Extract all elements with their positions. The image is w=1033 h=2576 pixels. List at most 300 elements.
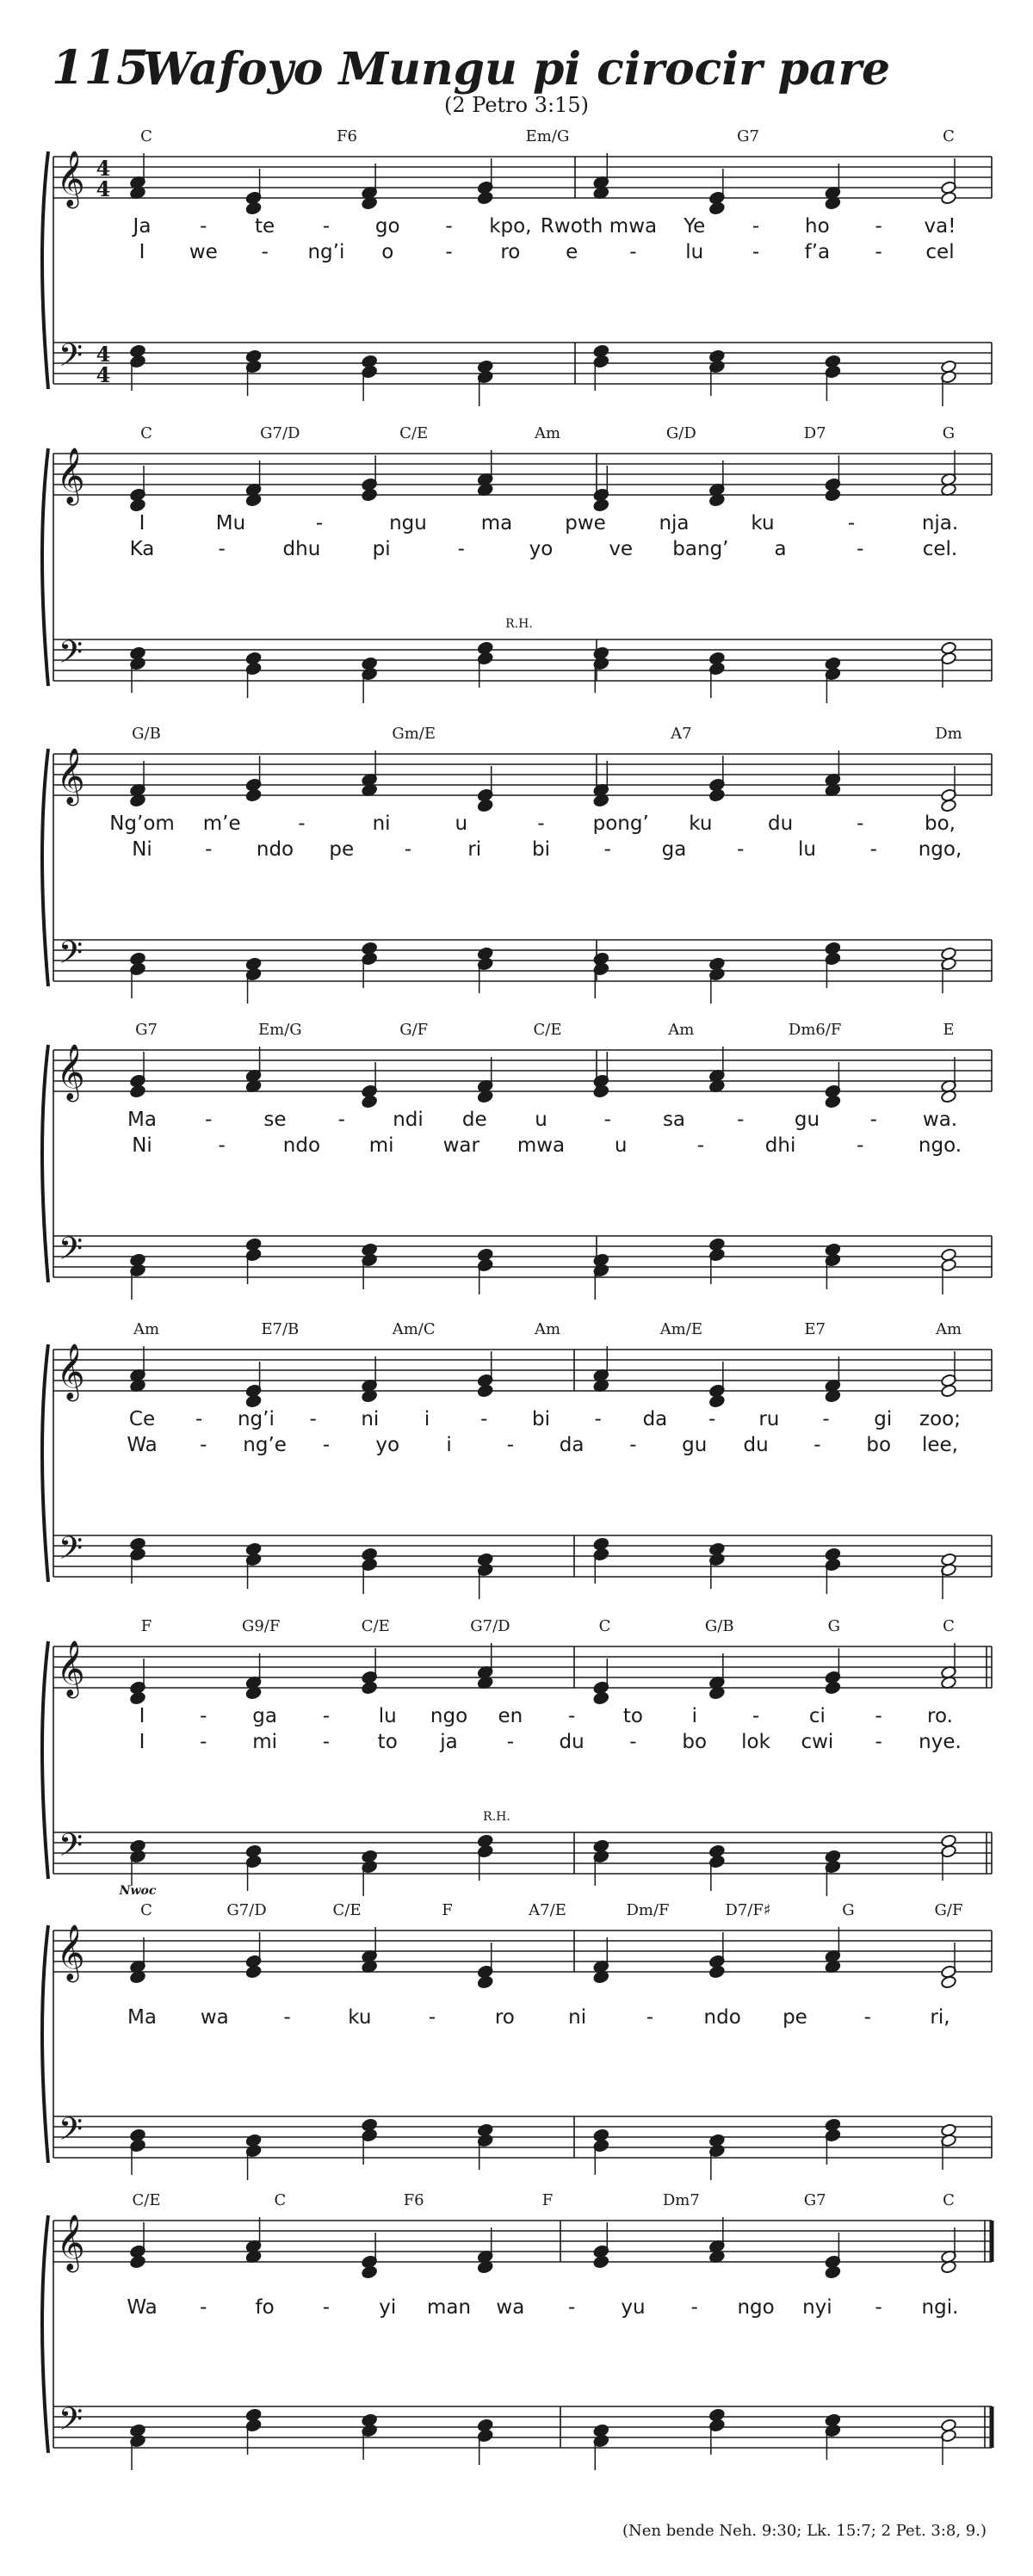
notehead	[593, 498, 609, 512]
verse1-syllable: -	[428, 2006, 436, 2029]
verse2-syllable: -	[261, 241, 269, 263]
verse1-syllable: i	[691, 1705, 697, 1727]
system-brace	[42, 2215, 48, 2453]
verse1-syllable: en	[498, 1705, 523, 1727]
verse1-syllable: man	[426, 2296, 472, 2319]
verse1-syllable: ngu	[389, 512, 427, 534]
chord-symbol: G/D	[665, 424, 696, 442]
verse1-syllable: -	[298, 812, 306, 835]
chord-symbol: G/B	[132, 725, 161, 743]
verse1-syllable: -	[869, 1109, 877, 1131]
chord-symbol: Dm/F	[626, 1901, 670, 1919]
verse2-syllable: ngo,	[918, 838, 962, 861]
verse2-syllable: u	[614, 1134, 628, 1157]
verse2-syllable: ro	[500, 241, 521, 263]
verse1-syllable: ga	[252, 1705, 277, 1727]
chord-symbol: C	[943, 2191, 955, 2209]
notehead	[362, 1095, 378, 1109]
verse2-syllable: -	[506, 1731, 515, 1753]
verse1-syllable: se	[263, 1109, 287, 1131]
verse2-syllable: -	[457, 538, 465, 560]
verse2-syllable: ndo	[256, 838, 294, 861]
verse2-syllable: bo	[682, 1731, 708, 1753]
system-brace	[42, 151, 48, 389]
verse2-syllable: cwi	[801, 1731, 834, 1753]
bass-clef-icon: 𝄢	[58, 1530, 84, 1574]
verse1-syllable: -	[283, 2006, 291, 2029]
verse1-syllable: da	[642, 1408, 668, 1430]
verse1-syllable: ngo	[430, 1705, 468, 1727]
verse1-syllable: yi	[379, 2296, 397, 2319]
verse2-syllable: mi	[368, 1134, 394, 1157]
verse1-syllable: -	[337, 1109, 345, 1131]
verse2-syllable: -	[205, 838, 213, 861]
verse1-syllable: -	[315, 512, 324, 534]
treble-clef-icon: 𝄞	[56, 1640, 85, 1696]
verse2-syllable: -	[752, 241, 760, 263]
verse1-syllable: I	[139, 512, 145, 534]
chord-symbol: C	[943, 127, 955, 145]
time-signature-numerator: 4	[96, 156, 111, 181]
notehead	[825, 2265, 841, 2279]
verse2-syllable: Ka	[129, 538, 155, 560]
verse2-syllable: -	[857, 1134, 864, 1157]
time-signature-denominator: 4	[96, 176, 111, 201]
verse2-syllable: yo	[529, 538, 554, 560]
chord-symbol: F	[140, 1617, 152, 1635]
system-brace	[42, 1344, 48, 1582]
verse1-syllable: gi	[874, 1408, 893, 1430]
right-hand-marking: R.H.	[483, 1810, 510, 1824]
verse1-syllable: -	[594, 1408, 602, 1430]
verse1-syllable: Ma	[127, 2006, 157, 2029]
verse2-syllable: -	[322, 1434, 331, 1456]
system-brace	[42, 1641, 48, 1879]
notehead	[130, 1084, 146, 1098]
time-signature-numerator: 4	[96, 342, 111, 367]
verse1-syllable: nyi	[802, 2296, 832, 2319]
chord-symbol: Am/E	[659, 1320, 702, 1338]
verse2-syllable: I	[139, 1731, 145, 1753]
verse1-syllable: ni	[568, 2006, 587, 2029]
verse2-syllable: mwa	[516, 1134, 566, 1157]
verse2-syllable: -	[404, 838, 412, 861]
verse1-syllable: ni	[361, 1408, 380, 1430]
verse2-syllable: ga	[661, 838, 687, 861]
time-signature-denominator: 4	[96, 362, 111, 387]
verse1-syllable: va!	[924, 215, 956, 238]
chord-symbol: Am	[668, 1021, 695, 1039]
verse2-syllable: du	[559, 1731, 585, 1753]
verse2-syllable: gu	[682, 1434, 708, 1456]
verse2-syllable: ri	[467, 838, 482, 861]
verse1-syllable: -	[537, 812, 545, 835]
notehead	[708, 1965, 725, 1979]
notehead	[362, 488, 378, 502]
verse2-syllable: -	[218, 538, 226, 560]
notehead	[941, 799, 957, 812]
verse1-syllable: Mu	[215, 512, 246, 534]
chord-symbol: C	[598, 1617, 611, 1635]
verse2-syllable: Ni	[132, 838, 152, 861]
verse2-syllable: -	[737, 838, 745, 861]
notehead	[362, 2265, 378, 2279]
verse2-syllable: -	[200, 1731, 207, 1753]
chord-symbol: G/B	[704, 1617, 734, 1635]
verse1-syllable: gu	[794, 1109, 820, 1131]
verse1-syllable: wa	[496, 2296, 525, 2319]
notehead	[477, 1384, 493, 1398]
verse2-syllable: lu	[685, 241, 704, 263]
notehead	[130, 2255, 146, 2269]
verse1-syllable: u	[455, 812, 468, 835]
chord-symbol: E	[943, 1021, 955, 1039]
verse1-syllable: pe	[782, 2006, 807, 2029]
verse1-syllable: -	[200, 1705, 207, 1727]
verse1-syllable: -	[200, 2296, 207, 2319]
verse2-syllable: we	[189, 241, 218, 263]
notehead	[477, 799, 493, 812]
verse2-syllable: to	[377, 1731, 398, 1753]
verse1-syllable: mwa	[609, 215, 658, 238]
system-brace	[42, 1925, 48, 2163]
chord-symbol: C/E	[533, 1021, 562, 1039]
verse2-syllable: dhu	[282, 538, 321, 560]
scripture-reference: (2 Petro 3:15)	[444, 93, 589, 117]
verse1-syllable: du	[768, 812, 794, 835]
notehead	[130, 1691, 146, 1705]
verse1-syllable: ro	[494, 2006, 515, 2029]
chord-symbol: G7	[135, 1021, 158, 1039]
verse2-syllable: Ni	[132, 1134, 152, 1157]
notehead	[941, 191, 957, 205]
verse1-syllable: -	[822, 1408, 830, 1430]
notehead	[825, 1681, 841, 1695]
verse1-syllable: -	[708, 1408, 716, 1430]
verse1-syllable: ci	[808, 1705, 826, 1727]
verse1-syllable: ng’i	[237, 1408, 275, 1430]
notehead	[477, 1975, 493, 1989]
chord-symbol: G7/D	[470, 1617, 510, 1635]
chord-symbol: Dm	[935, 725, 962, 743]
verse1-syllable: ku	[348, 2006, 372, 2029]
verse2-syllable: -	[857, 538, 864, 560]
verse2-syllable: Wa	[127, 1434, 158, 1456]
chord-symbol: C/E	[132, 2191, 161, 2209]
verse2-syllable: lu	[798, 838, 816, 861]
verse1-syllable: Ma	[127, 1109, 157, 1131]
chord-symbol: G7	[803, 2191, 826, 2209]
verse2-syllable: -	[629, 241, 637, 263]
verse2-syllable: cel	[925, 241, 955, 263]
hymn-number: 115	[52, 40, 149, 95]
verse1-syllable: zoo;	[919, 1408, 961, 1430]
verse2-syllable: -	[506, 1434, 515, 1456]
verse1-syllable: ndi	[393, 1109, 424, 1131]
verse2-syllable: -	[218, 1134, 226, 1157]
verse1-syllable: Wa	[127, 2296, 158, 2319]
verse1-syllable: ngo	[737, 2296, 775, 2319]
verse2-syllable: -	[696, 1134, 705, 1157]
verse1-syllable: ndo	[703, 2006, 741, 2029]
chord-symbol: C/E	[361, 1617, 390, 1635]
right-hand-marking: R.H.	[505, 617, 533, 631]
verse2-syllable: ng’e	[243, 1434, 287, 1456]
verse1-syllable: -	[480, 1408, 488, 1430]
chord-symbol: Am	[534, 1320, 561, 1338]
verse1-syllable: Ye	[684, 215, 706, 238]
notehead	[708, 1394, 725, 1408]
verse1-syllable: i	[424, 1408, 430, 1430]
chord-symbol: F6	[403, 2191, 424, 2209]
verse2-syllable: lee,	[921, 1434, 959, 1456]
notehead	[130, 498, 146, 512]
verse2-syllable: dhi	[764, 1134, 796, 1157]
verse2-syllable: -	[629, 1434, 637, 1456]
chord-symbol: Dm7	[662, 2191, 700, 2209]
verse2-syllable: ndo	[282, 1134, 321, 1157]
verse1-syllable: ru	[758, 1408, 780, 1430]
chord-symbol: E7/B	[261, 1320, 300, 1338]
verse1-syllable: pwe	[565, 512, 606, 534]
notehead	[825, 1095, 841, 1109]
verse2-syllable: -	[445, 241, 453, 263]
bass-clef-icon: 𝄢	[58, 935, 84, 979]
verse1-syllable: nja.	[921, 512, 959, 534]
notehead	[593, 1691, 609, 1705]
chord-symbol: C	[140, 1901, 152, 1919]
verse1-syllable: -	[322, 215, 331, 238]
notehead	[245, 1394, 262, 1408]
verse2-syllable: ng’i	[307, 241, 345, 263]
notehead	[477, 191, 493, 205]
chord-symbol: A7	[671, 725, 692, 743]
verse1-syllable: pong’	[592, 812, 649, 835]
verse1-syllable: de	[461, 1109, 487, 1131]
verse1-syllable: -	[875, 1705, 882, 1727]
notehead	[593, 1084, 609, 1098]
verse1-syllable: -	[603, 1109, 611, 1131]
bass-clef-icon: 𝄢	[58, 2111, 84, 2155]
verse2-syllable: -	[875, 241, 882, 263]
verse1-syllable: -	[857, 812, 864, 835]
verse2-syllable: bi	[532, 838, 550, 861]
verse2-syllable: bang’	[672, 538, 729, 560]
chord-symbol: Am/C	[392, 1320, 436, 1338]
verse1-syllable: -	[690, 2296, 698, 2319]
tempo-marking: Nwoc	[119, 1884, 157, 1898]
verse1-syllable: -	[200, 215, 207, 238]
chord-symbol: G/F	[934, 1901, 963, 1919]
chord-symbol: F	[442, 1901, 453, 1919]
verse2-syllable: nye.	[919, 1731, 962, 1753]
chord-symbol: C	[274, 2191, 287, 2209]
verse1-syllable: ku	[689, 812, 713, 835]
verse1-syllable: -	[445, 215, 453, 238]
verse2-syllable: -	[813, 1434, 821, 1456]
treble-clef-icon: 𝄞	[56, 2215, 85, 2270]
verse1-syllable: wa	[200, 2006, 229, 2029]
chord-symbol: F	[541, 2191, 554, 2209]
treble-clef-icon: 𝄞	[56, 748, 85, 804]
notehead	[825, 488, 841, 502]
verse1-syllable: -	[875, 215, 882, 238]
treble-clef-icon: 𝄞	[56, 448, 85, 503]
verse1-syllable: -	[646, 2006, 654, 2029]
system-brace	[42, 749, 48, 986]
notehead	[941, 1384, 957, 1398]
chord-symbol: D7	[803, 424, 826, 442]
verse1-syllable: yu	[621, 2296, 646, 2319]
chord-symbol: Am	[534, 424, 561, 442]
bass-clef-icon: 𝄢	[58, 634, 84, 678]
verse1-syllable: ri,	[930, 2006, 950, 2029]
bass-clef-icon: 𝄢	[58, 1827, 84, 1871]
system-brace	[42, 448, 48, 686]
treble-clef-icon: 𝄞	[56, 1044, 85, 1100]
scripture-footnote: (Nen bende Neh. 9:30; Lk. 15:7; 2 Pet. 3:8, 9.)	[622, 2522, 987, 2540]
chord-symbol: G7	[737, 127, 759, 145]
verse2-syllable: pe	[329, 838, 355, 861]
verse1-syllable: te	[255, 215, 275, 238]
verse2-syllable: ngo.	[918, 1134, 962, 1157]
verse2-syllable: ve	[609, 538, 634, 560]
verse2-syllable: f’a	[804, 241, 831, 263]
hymn-title: Wafoyo Mungu pi cirocir pare	[142, 43, 891, 96]
verse1-syllable: go	[374, 215, 400, 238]
chord-symbol: Dm6/F	[788, 1021, 842, 1039]
verse2-syllable: bo	[866, 1434, 892, 1456]
chord-symbol: D7/F♯	[725, 1901, 771, 1919]
verse2-syllable: -	[603, 838, 611, 861]
verse1-syllable: Ce	[128, 1408, 156, 1430]
verse2-syllable: -	[200, 1434, 207, 1456]
verse1-syllable: m’e	[202, 812, 241, 835]
verse2-syllable: -	[875, 1731, 882, 1753]
chord-symbol: C	[943, 1617, 955, 1635]
verse1-syllable: Ja	[133, 215, 152, 238]
notehead	[941, 1975, 957, 1989]
verse1-syllable: ro.	[927, 1705, 953, 1727]
chord-symbol: Gm/E	[392, 725, 436, 743]
chord-symbol: F6	[337, 127, 357, 145]
system-brace	[42, 1045, 48, 1282]
chord-symbol: C	[140, 127, 152, 145]
chord-symbol: E7	[804, 1320, 826, 1338]
verse1-syllable: -	[752, 1705, 760, 1727]
chord-symbol: Am	[133, 1320, 160, 1338]
verse1-syllable: -	[737, 1109, 745, 1131]
verse2-syllable: lok	[741, 1731, 770, 1753]
notehead	[708, 201, 725, 215]
chord-symbol: Am	[935, 1320, 962, 1338]
verse2-syllable: cel.	[922, 538, 958, 560]
verse1-syllable: -	[205, 1109, 213, 1131]
chord-symbol: G/F	[399, 1021, 429, 1039]
bass-clef-icon: 𝄢	[58, 1231, 84, 1275]
verse1-syllable: ho	[805, 215, 830, 238]
verse1-syllable: I	[139, 1705, 145, 1727]
verse2-syllable: I	[139, 241, 145, 263]
verse2-syllable: war	[442, 1134, 479, 1157]
chord-symbol: Em/G	[258, 1021, 302, 1039]
verse1-syllable: ni	[372, 812, 391, 835]
chord-symbol: G	[842, 1901, 855, 1919]
chord-symbol: G7/D	[260, 424, 300, 442]
chord-symbol: A7/E	[529, 1901, 566, 1919]
notehead	[245, 1965, 262, 1979]
chord-symbol: G9/F	[241, 1617, 281, 1635]
verse2-syllable: du	[743, 1434, 769, 1456]
verse1-syllable: sa	[662, 1109, 686, 1131]
verse1-syllable: -	[567, 1705, 576, 1727]
verse2-syllable: o	[381, 241, 394, 263]
verse1-syllable: -	[195, 1408, 203, 1430]
notehead	[708, 788, 725, 802]
treble-clef-icon: 𝄞	[56, 1344, 85, 1399]
verse1-syllable: ma	[480, 512, 513, 534]
notehead	[245, 788, 262, 802]
verse1-syllable: bi	[532, 1408, 550, 1430]
verse1-syllable: -	[309, 1408, 317, 1430]
verse2-syllable: -	[322, 1731, 331, 1753]
verse1-syllable: lu	[378, 1705, 397, 1727]
verse1-syllable: -	[863, 2006, 871, 2029]
chord-symbol: G	[827, 1617, 841, 1635]
verse1-syllable: -	[567, 2296, 576, 2319]
chord-symbol: G7/D	[226, 1901, 267, 1919]
verse2-syllable: i	[446, 1434, 452, 1456]
verse2-syllable: mi	[252, 1731, 278, 1753]
notehead	[362, 1681, 378, 1695]
verse2-syllable: a	[774, 538, 787, 560]
treble-clef-icon: 𝄞	[56, 151, 85, 207]
chord-symbol: C/E	[332, 1901, 362, 1919]
notehead	[593, 2255, 609, 2269]
verse1-syllable: fo	[255, 2296, 275, 2319]
verse1-syllable: ngi.	[921, 2296, 959, 2319]
verse1-syllable: kpo,	[489, 215, 532, 238]
verse2-syllable: pi	[372, 538, 391, 560]
verse1-syllable: -	[322, 1705, 331, 1727]
chord-symbol: C	[140, 424, 152, 442]
verse1-syllable: Ng’om	[109, 812, 175, 835]
chord-symbol: C/E	[399, 424, 429, 442]
verse1-syllable: ku	[751, 512, 775, 534]
verse1-syllable: u	[535, 1109, 547, 1131]
verse2-syllable: yo	[375, 1434, 400, 1456]
notehead	[245, 201, 262, 215]
verse2-syllable: -	[629, 1731, 637, 1753]
verse2-syllable: ja	[440, 1731, 458, 1753]
chord-symbol: G	[942, 424, 956, 442]
verse1-syllable: to	[622, 1705, 644, 1727]
verse1-syllable: nja	[659, 512, 690, 534]
verse1-syllable: -	[752, 215, 760, 238]
verse1-syllable: -	[847, 512, 856, 534]
treble-clef-icon: 𝄞	[56, 1924, 85, 1980]
verse2-syllable: e	[566, 241, 578, 263]
bass-clef-icon: 𝄢	[58, 337, 84, 381]
verse1-syllable: Rwoth	[540, 215, 603, 238]
verse1-syllable: wa.	[922, 1109, 958, 1131]
verse1-syllable: bo,	[925, 812, 956, 835]
verse1-syllable: -	[875, 2296, 882, 2319]
verse1-syllable: -	[322, 2296, 331, 2319]
bass-clef-icon: 𝄢	[58, 2401, 84, 2445]
verse2-syllable: da	[559, 1434, 585, 1456]
verse2-syllable: -	[869, 838, 877, 861]
